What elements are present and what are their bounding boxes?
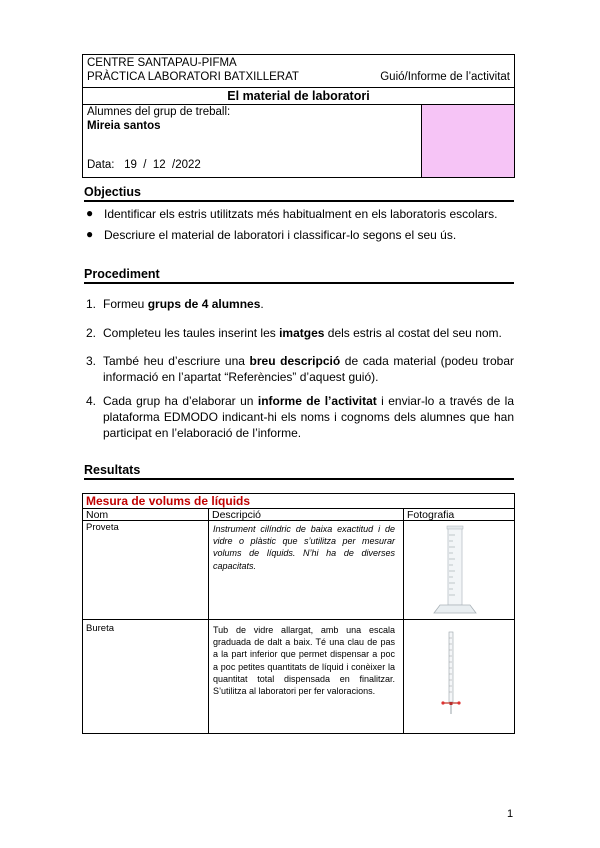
header-top-row: [83, 55, 514, 88]
date-label: Data:: [87, 159, 115, 171]
group-label: Alumnes del grup de treball:: [87, 106, 231, 118]
procedure-step: [84, 393, 514, 441]
practice-name: PRÀCTICA LABORATORI BATXILLERAT: [87, 71, 299, 83]
results-table: [82, 493, 515, 734]
step-text: Completeu les taules inserint les imatges dels estris al costat del seu nom.: [103, 326, 502, 340]
doc-type: Guió/Informe de l’activitat: [380, 71, 510, 83]
procedure-step: [84, 296, 514, 312]
group-cell: [83, 105, 422, 177]
row-name-bureta: Bureta: [86, 623, 114, 634]
burette-icon: [436, 630, 466, 720]
step-number: 3.: [86, 354, 97, 368]
step-number: 1.: [86, 297, 97, 311]
objective-text: Identificar els estris utilitzats més habitualment en els laboratoris escolars.: [104, 207, 498, 221]
procedure-step: [84, 325, 514, 341]
student-name: Mireia santos: [87, 120, 161, 132]
step-text: Formeu grups de 4 alumnes.: [103, 297, 264, 311]
header-table: [82, 54, 515, 178]
column-header-nom: Nom: [86, 509, 109, 521]
step-text: També heu d’escriure una breu descripció de cada material (podeu trobar informació en l’apartat “Referències” d’aquest guió).: [103, 354, 514, 384]
bullet-icon: ●: [86, 227, 94, 241]
procedure-step: [84, 353, 514, 385]
objectius-heading: Objectius: [84, 185, 514, 202]
graduated-cylinder-icon: [428, 525, 483, 617]
header-body: [83, 105, 514, 177]
document-title: El material de laboratori: [83, 88, 514, 105]
row-name-proveta: Proveta: [86, 522, 119, 533]
step-number: 4.: [86, 394, 97, 408]
procediment-heading: Procediment: [84, 267, 514, 284]
page-number: 1: [507, 808, 514, 820]
column-header-descripcio: Descripció: [212, 509, 262, 521]
row-description-proveta: Instrument cilíndric de baixa exactitud i de vidre o plàstic que s’utilitza per mesurar volums de líquids. N’hi ha de diverses capacitats.: [213, 524, 395, 571]
bullet-icon: ●: [86, 206, 94, 220]
column-header-fotografia: Fotografia: [407, 509, 455, 521]
resultats-heading: Resultats: [84, 463, 514, 480]
table-title: Mesura de volums de líquids: [86, 494, 251, 508]
date-value: 19 / 12 /2022: [124, 159, 201, 171]
row-description-bureta: Tub de vidre allargat, amb una escala graduada de dalt a baix. Té una clau de pas a la part inferior que permet dispensar a poc a poc petites quantitats de líquid i conèixer la quantitat total dispensada en finalitzar. S’utilitza al laboratori per fer valoracions.: [213, 625, 395, 697]
objective-text: Descriure el material de laboratori i classificar-lo segons el seu ús.: [104, 228, 457, 242]
step-text: Cada grup ha d’elaborar un informe de l’activitat i enviar-lo a través de la plataforma EDMODO indicant-hi els noms i cognoms dels alumnes que han participat en l’elaboració de l’informe.: [103, 394, 514, 440]
step-number: 2.: [86, 326, 97, 340]
centre-name: CENTRE SANTAPAU-PIFMA: [87, 57, 237, 69]
date-line: [87, 159, 201, 171]
grade-box: [422, 105, 514, 177]
